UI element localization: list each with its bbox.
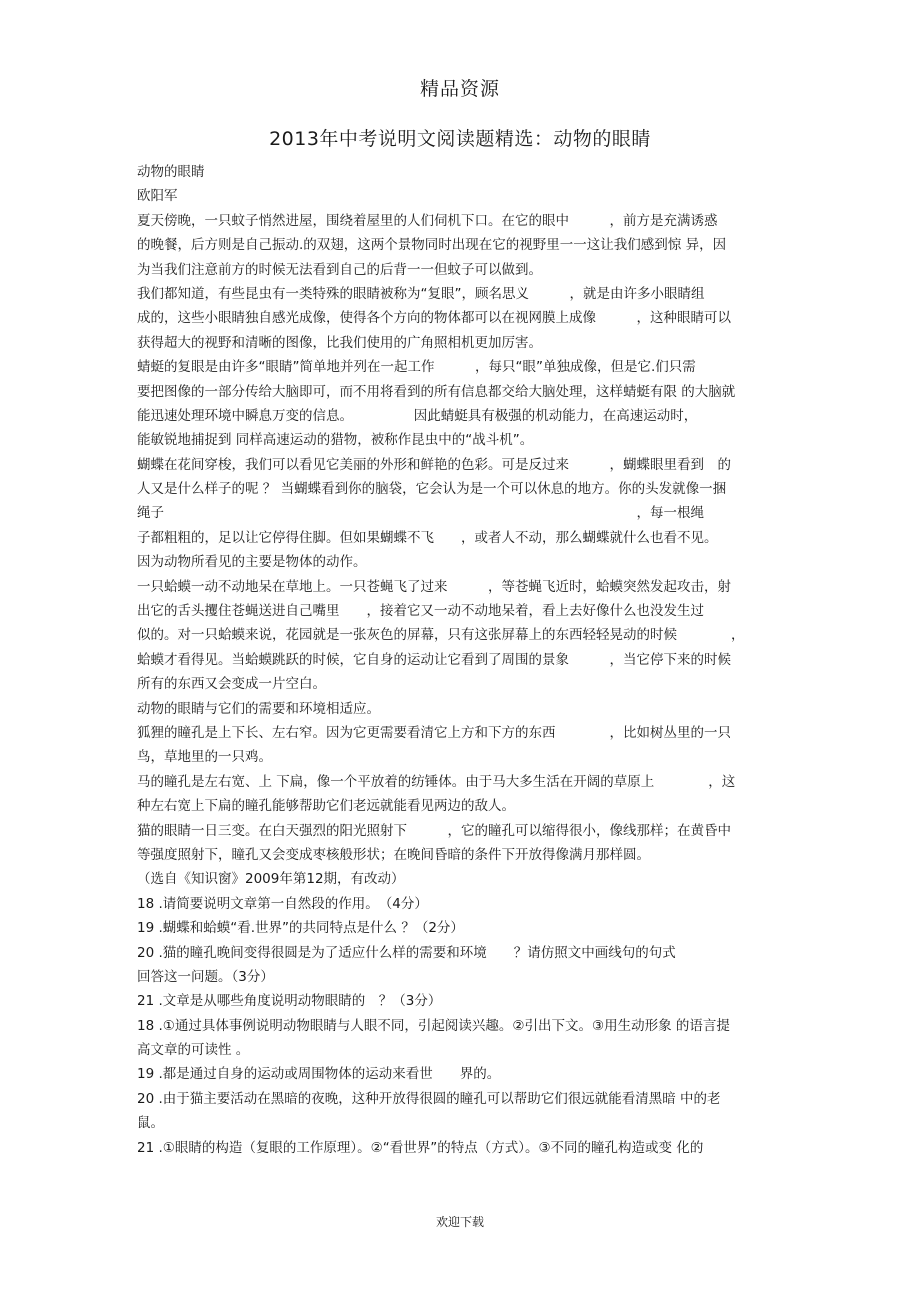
text-line: 子都粗粗的，足以让它停得住脚。但如果蝴蝶不飞 ，或者人不动，那么蝴蝶就什么也看不见。 <box>137 529 718 546</box>
text-line: 种左右宽上下扁的瞳孔能够帮助它们老远就能看见两边的敌人。 <box>137 798 515 815</box>
text-line: 似的。对一只蛤蟆来说，花园就是一张灰色的屏幕，只有这张屏幕上的东西轻轻晃动的时候 ， <box>137 627 745 644</box>
text-line: 动物的眼睛 <box>137 164 205 180</box>
article-body <box>137 160 785 1160</box>
text-line: 获得超大的视野和清晰的图像，比我们使用的广角照相机更加厉害。 <box>137 334 542 351</box>
text-line: 人又是什么样子的呢 ？ 当蝴蝶看到你的脑袋，它会认为是一个可以休息的地方。你的头发就像一捆 <box>137 481 727 498</box>
document-title: 2013年中考说明文阅读题精选：动物的眼睛 <box>269 128 651 150</box>
text-line: 夏天傍晚，一只蚊子悄然进屋，围绕着屋里的人们伺机下口。在它的眼中 ，前方是充满诱惑 <box>137 212 718 229</box>
text-line: 的晚餐，后方则是自己振动.的双翅，这两个景物同时出现在它的视野里一一这让我们感到惊 异，因 <box>137 237 727 254</box>
text-line: 要把图像的一部分传给大脑即可，而不用将看到的所有信息都交给大脑处理，这样蜻蜓有限 的大脑就 <box>137 383 736 400</box>
text-line: 动物的眼睛与它们的需要和环境相适应。 <box>137 700 380 717</box>
text-line: 鸟，草地里的一只鸡。 <box>137 749 272 766</box>
text-line: 18 .①通过具体事例说明动物眼睛与人眼不同，引起阅读兴趣。②引出下文。③用生动形象 的语言提 <box>137 1017 730 1034</box>
text-line: 因为动物所看见的主要是物体的动作。 <box>137 554 367 571</box>
text-line: 21 .①眼睛的构造（复眼的工作原理）。②“看世界”的特点（方式）。③不同的瞳孔构造或变 化的 <box>137 1139 704 1156</box>
text-line: 鼠。 <box>137 1115 164 1132</box>
text-line: 18 .请简要说明文章第一自然段的作用。 （4分） <box>137 895 428 912</box>
text-line: 为当我们注意前方的时候无法看到自己的后背一一但蚊子可以做到。 <box>137 261 542 278</box>
text-line: 成的，这些小眼睛独自感光成像，使得各个方向的物体都可以在视网膜上成像 ，这种眼睛可以 <box>137 310 731 327</box>
text-line: 欧阳军 <box>137 188 178 205</box>
text-line: 马的瞳孔是左右宽、上 下扁，像一个平放着的纺锤体。由于马大多生活在开阔的草原上 ，这 <box>137 773 736 790</box>
text-line: 蜻蜓的复眼是由许多“眼睛”简单地并列在一起工作 ，每只“眼”单独成像，但是它.们只需 <box>137 359 696 376</box>
text-line: 能敏锐地捕捉到 同样高速运动的猎物，被称作昆虫中的“战斗机”。 <box>137 432 534 449</box>
text-line: 蛤蟆才看得见。当蛤蟆跳跃的时候，它自身的运动让它看到了周围的景象 ，当它停下来的时候 <box>137 651 731 668</box>
text-line: 20 .由于猫主要活动在黑暗的夜晚，这种开放得很圆的瞳孔可以帮助它们很远就能看清黑暗 中的老 <box>137 1090 721 1107</box>
text-line: 猫的眼睛一日三变。在白天强烈的阳光照射下 ，它的瞳孔可以缩得很小，像线那样；在黄昏中 <box>137 822 731 839</box>
text-line: 19 .蝴蝶和蛤蟆“看.世界”的共同特点是什么 ？（2分） <box>137 920 464 937</box>
text-line: 等强度照射下，瞳孔又会变成枣核般形状；在晚间昏暗的条件下开放得像满月那样圆。 <box>137 846 650 863</box>
text-line: 回答这一问题。（3分） <box>137 968 274 985</box>
text-line: （选自《知识窗》2009年第12期，有改动） <box>137 871 405 888</box>
text-line: 绳子 ，每一根绳 <box>137 505 704 522</box>
text-line: 21 .文章是从哪些角度说明动物眼睛的 ？（3分） <box>137 993 442 1010</box>
header-label: 精品资源 <box>419 78 500 100</box>
text-line: 19 .都是通过自身的运动或周围物体的运动来看世 界的。 <box>137 1066 501 1083</box>
text-line: 狐狸的瞳孔是上下长、左右窄。因为它更需要看清它上方和下方的东西 ，比如树丛里的一只 <box>137 724 731 741</box>
text-line: 我们都知道，有些昆虫有一类特殊的眼睛被称为“复眼”，顾名思义 ，就是由许多小眼睛组 <box>137 285 705 302</box>
text-line: 20 .猫的瞳孔晚间变得很圆是为了适应什么样的需要和环境 ？请仿照文中画线句的句式 <box>137 944 676 961</box>
text-line: 能迅速处理环境中瞬息万变的信息。 因此蜻蜓具有极强的机动能力，在高速运动时， <box>137 407 698 424</box>
footer-label: 欢迎下载 <box>435 1215 484 1229</box>
text-line: 出它的舌头攫住苍蝇送进自己嘴里 ，接着它又一动不动地呆着，看上去好像什么也没发生过 <box>137 603 704 620</box>
text-line: 一只蛤蟆一动不动地呆在草地上。一只苍蝇飞了过来 ，等苍蝇飞近时，蛤蟆突然发起攻击，射 <box>137 578 731 595</box>
text-line: 蝴蝶在花间穿梭，我们可以看见它美丽的外形和鲜艳的色彩。可是反过来 ，蝴蝶眼里看到 的 <box>137 456 731 473</box>
text-line: 所有的东西又会变成一片空白。 <box>137 676 326 693</box>
text-line: 高文章的可读性 。 <box>137 1042 250 1059</box>
